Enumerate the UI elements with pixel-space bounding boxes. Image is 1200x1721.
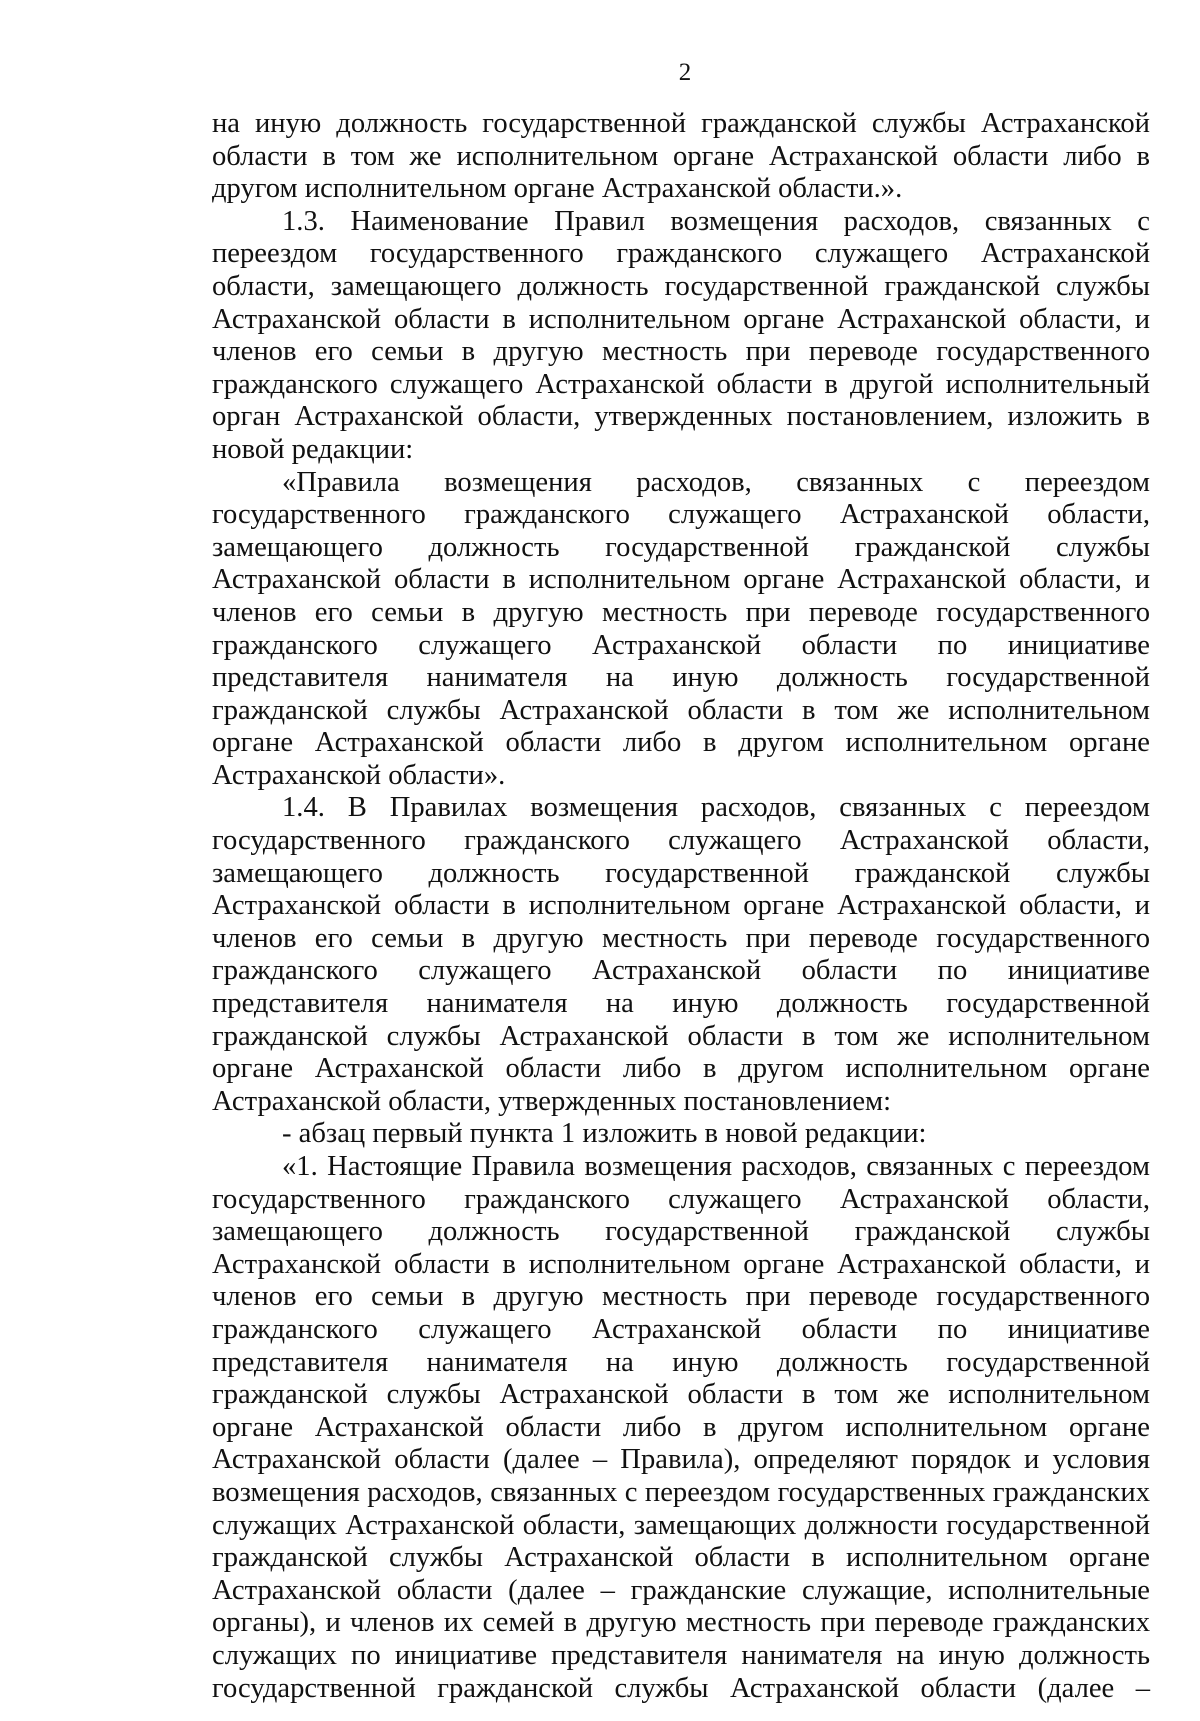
paragraph-continuation: на иную должность государственной гражданской службы Астраханской области в том же исполнительном органе Астраханской области либо в другом исполнительном органе Астраханской области.». bbox=[212, 108, 1150, 205]
paragraph-item-1-3: 1.3. Наименование Правил возмещения расходов, связанных с переездом государственного гражданского служащего Астраханской области, замещающего должность государственной гражданской службы Астраханской области в исполнительном органе Астраханской области, и членов его семьи в другую местность при переводе государственного гражданского служащего Астраханской области в другой исполнительный орган Астраханской области, утвержденных постановлением, изложить в новой редакции: bbox=[212, 205, 1150, 465]
page-number: 2 bbox=[678, 59, 692, 86]
paragraph-item-1-4: 1.4. В Правилах возмещения расходов, связанных с переездом государственного гражданского служащего Астраханской области, замещающего должность государственной гражданской службы Астраханской области в исполнительном органе Астраханской области, и членов его семьи в другую местность при переводе государственного гражданского служащего Астраханской области по инициативе представителя нанимателя на иную должность государственной гражданской службы Астраханской области в том же исполнительном органе Астраханской области либо в другом исполнительном органе Астраханской области, утвержденных постановлением: bbox=[212, 792, 1150, 1117]
document-body bbox=[212, 108, 1150, 1705]
paragraph-dash-item: - абзац первый пункта 1 изложить в новой редакции: bbox=[282, 1118, 927, 1150]
paragraph-rules-title: «Правила возмещения расходов, связанных с переездом государственного гражданского служащего Астраханской области, замещающего должность государственной гражданской службы Астраханской области в исполнительном органе Астраханской области, и членов его семьи в другую местность при переводе государственного гражданского служащего Астраханской области по инициативе представителя нанимателя на иную должность государственной гражданской службы Астраханской области в том же исполнительном органе Астраханской области либо в другом исполнительном органе Астраханской области». bbox=[212, 466, 1150, 791]
paragraph-rules-point-1: «1. Настоящие Правила возмещения расходов, связанных с переездом государственного гражданского служащего Астраханской области, замещающего должность государственной гражданской службы Астраханской области в исполнительном органе Астраханской области, и членов его семьи в другую местность при переводе государственного гражданского служащего Астраханской области по инициативе представителя нанимателя на иную должность государственной гражданской службы Астраханской области в том же исполнительном органе Астраханской области либо в другом исполнительном органе Астраханской области (далее – Правила), определяют порядок и условия возмещения расходов, связанных с переездом государственных гражданских служащих Астраханской области, замещающих должности государственной гражданской службы Астраханской области в исполнительном органе Астраханской области (далее – гражданские служащие, исполнительные органы), и членов их семей в другую местность при переводе гражданских служащих по инициативе представителя нанимателя на иную должность государственной гражданской службы Астраханской области (далее – bbox=[212, 1151, 1150, 1704]
